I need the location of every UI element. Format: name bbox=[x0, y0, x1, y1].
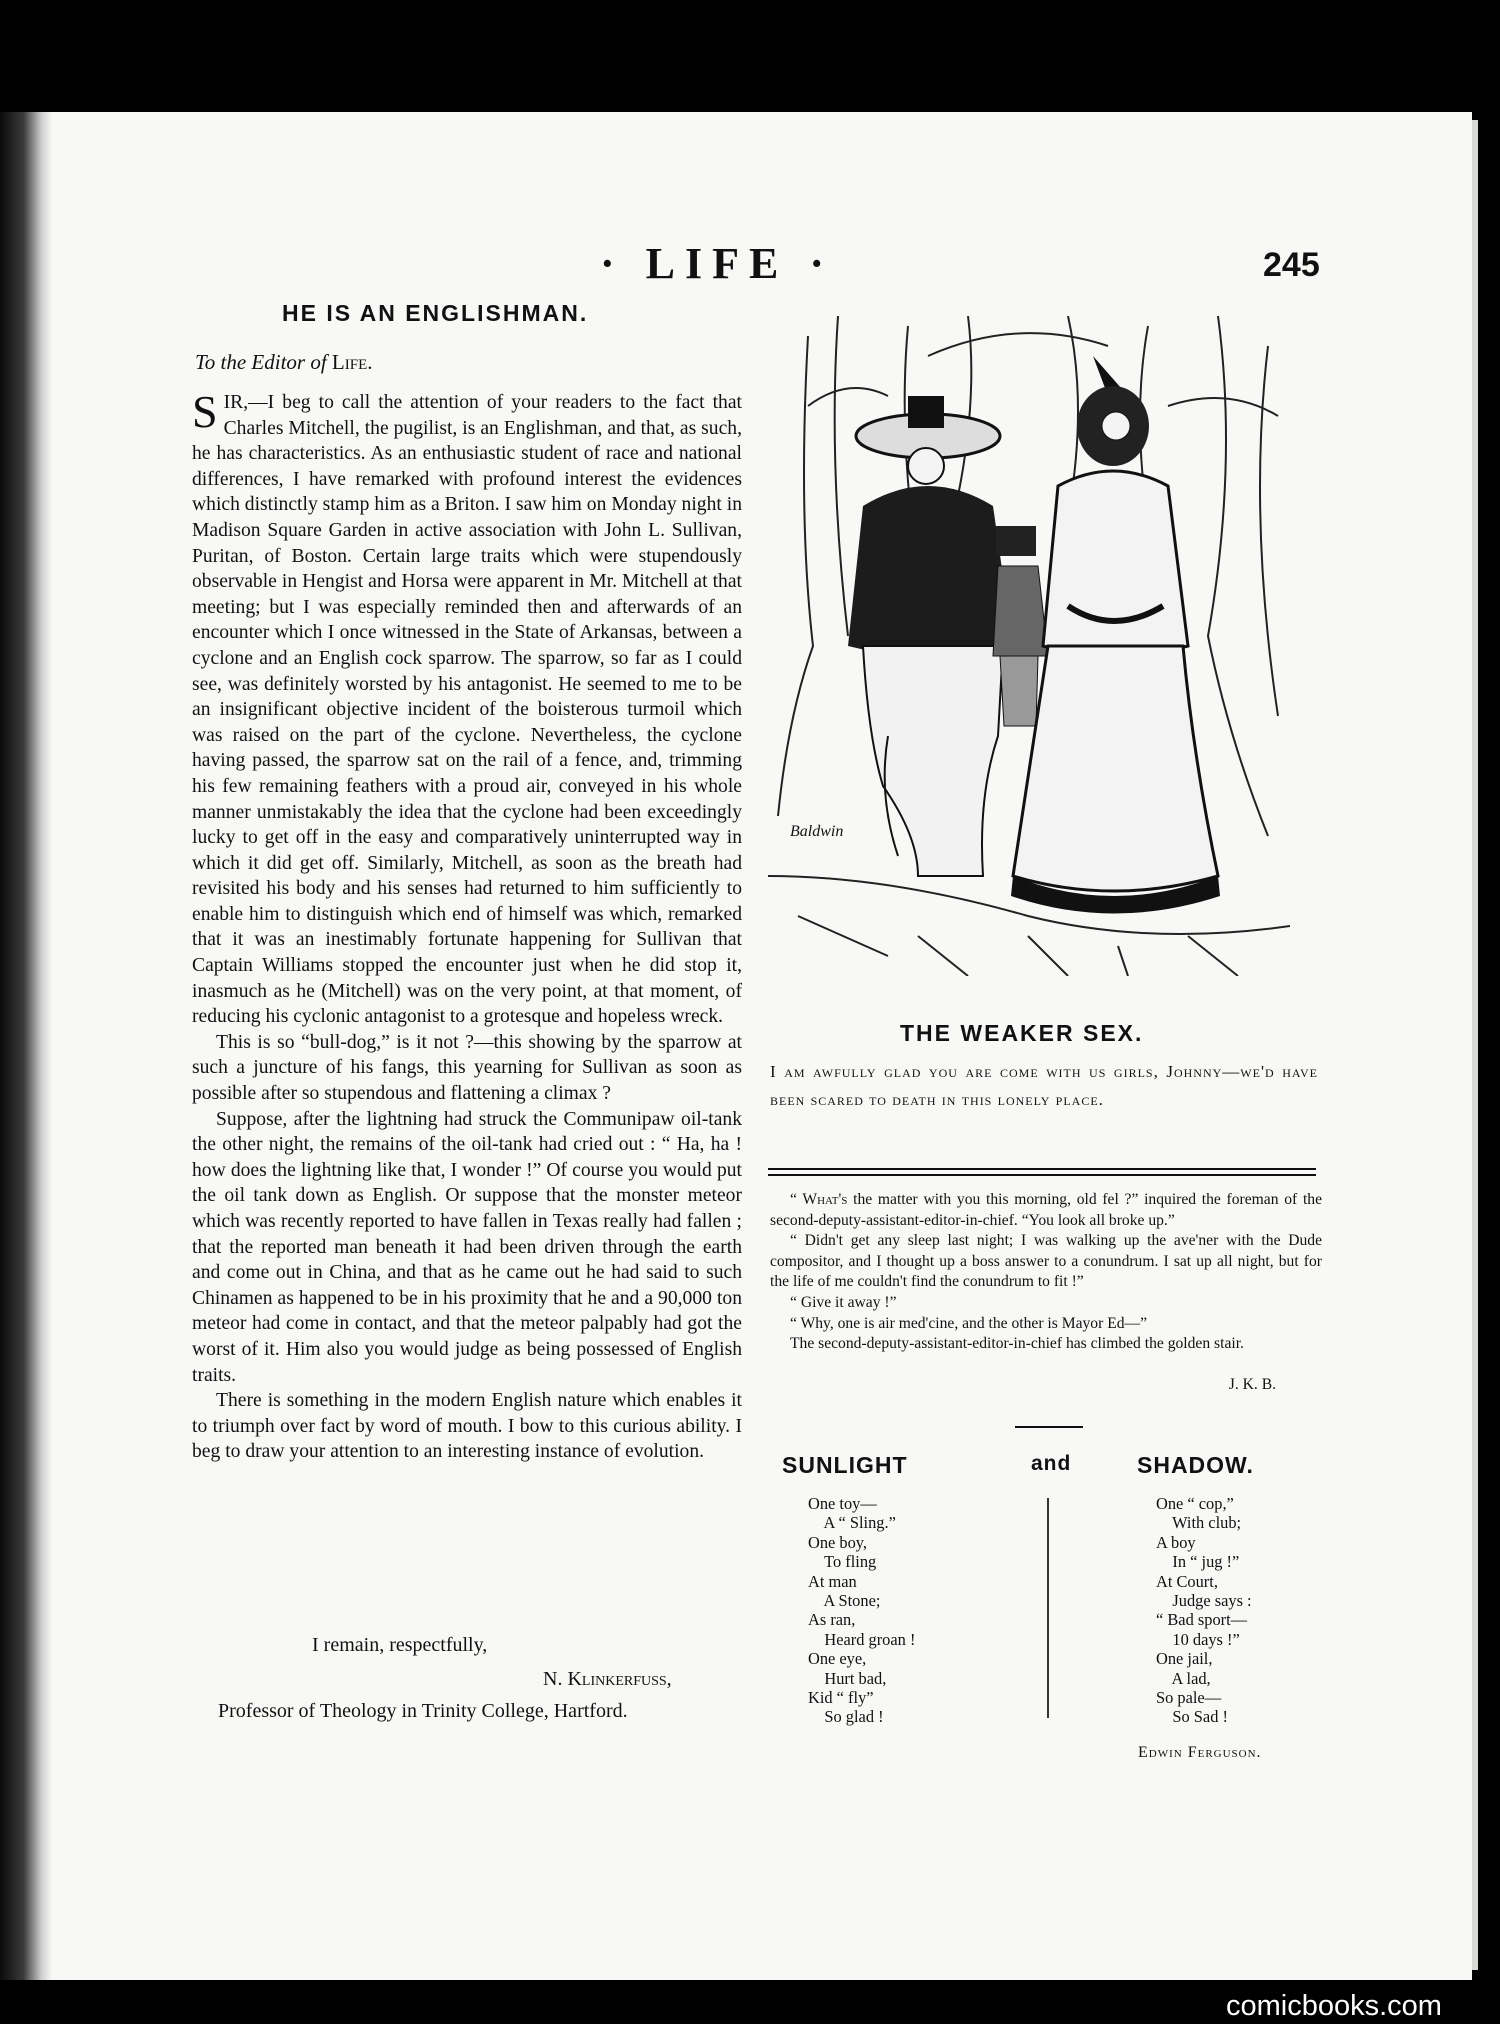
poem-left-title: SUNLIGHT bbox=[782, 1452, 908, 1478]
poem-line: One toy— bbox=[808, 1494, 877, 1513]
poem-line: Hurt bad, bbox=[808, 1668, 887, 1688]
poem-line: As ran, bbox=[808, 1610, 856, 1630]
page-binding-shadow bbox=[0, 112, 52, 1980]
poem-right-column bbox=[1156, 1494, 1252, 1727]
poem-line: A lad, bbox=[1156, 1668, 1211, 1688]
poem-line: One eye, bbox=[808, 1649, 867, 1669]
poem-line: A Stone; bbox=[808, 1591, 881, 1611]
poem-line: With club; bbox=[1156, 1513, 1242, 1533]
letter-paragraph: There is something in the modern English nature which enables it to triumph over fact by word of mouth. I bow to this curious ability. I beg to draw your attention to an interesting instance of evolution. bbox=[192, 1390, 742, 1463]
poem-line: Judge says : bbox=[1156, 1591, 1252, 1611]
poem-author: Edwin Ferguson. bbox=[1138, 1744, 1262, 1761]
anecdote-line: “ Didn't get any sleep last night; I was walking up the ave'ner with the Dude compositor, and I thought up a boss answer to a conundrum. I sat up all night, but for the life of me couldn't find the conundrum to fit !” bbox=[770, 1232, 1322, 1291]
letter-signature: N. Klinkerfuss, bbox=[543, 1668, 672, 1690]
anecdote-initials: J. K. B. bbox=[1228, 1376, 1276, 1393]
cartoon-caption: I am awfully glad you are come with us girls, Johnny—we'd have been scared to death in this lonely place. bbox=[770, 1062, 1318, 1109]
poem-line: In “ jug !” bbox=[1156, 1552, 1240, 1572]
poem-line: A boy bbox=[1156, 1532, 1196, 1552]
poem-line: One jail, bbox=[1156, 1649, 1213, 1669]
letter-salutation bbox=[195, 350, 373, 375]
letter-body bbox=[192, 386, 742, 1465]
anecdote-line: “ Why, one is air med'cine, and the other is Mayor Ed—” bbox=[790, 1314, 1148, 1332]
letter-signature-title: Professor of Theology in Trinity College, Hartford. bbox=[218, 1700, 628, 1722]
letter-paragraph: Suppose, after the lightning had struck the Communipaw oil-tank the other night, the remains of the oil-tank had cried out : “ Ha, ha ! how does the lightning like that, I wonder !” Of course you would put the oil tank down as English. Or suppose that the monster meteor which was recently reported to have fallen in Texas really had fallen ; that the reported man beneath it had been driven through the earth and come out in China, and that as he came out he had said to such Chinamen as happened to be in his proximity that he and a 90,000 ton meteor had come in contact, and that the meteor palpably had got the worst of it. Him also you would judge as being possessed of English traits. bbox=[192, 1108, 742, 1386]
anecdote-line: “ Give it away !” bbox=[790, 1293, 897, 1311]
poem-line: So Sad ! bbox=[1156, 1707, 1228, 1727]
poem-left-column bbox=[808, 1494, 915, 1727]
salutation-italic: To the Editor of bbox=[195, 350, 332, 374]
double-rule-divider bbox=[768, 1168, 1316, 1176]
letter-paragraph: This is so “bull-dog,” is it not ?—this showing by the sparrow at such a juncture of his fangs, this yearning for Sullivan as soon as possible after so stupendous and flattening a climax ? bbox=[192, 1031, 742, 1105]
poem-line: 10 days !” bbox=[1156, 1629, 1240, 1649]
short-rule-divider bbox=[1015, 1426, 1083, 1428]
artist-signature: Baldwin bbox=[790, 823, 844, 840]
magazine-masthead: · LIFE · bbox=[600, 239, 835, 288]
site-watermark: comicbooks.com bbox=[1226, 1990, 1442, 2022]
page-number: 245 bbox=[1263, 246, 1320, 284]
poem-line: At Court, bbox=[1156, 1571, 1218, 1591]
poem-line: So glad ! bbox=[808, 1707, 884, 1727]
page-edge bbox=[1472, 120, 1478, 1970]
left-girl-figure bbox=[848, 396, 1013, 876]
poem-line: Kid “ fly” bbox=[808, 1688, 874, 1708]
poem-line: So pale— bbox=[1156, 1688, 1222, 1708]
anecdote-text bbox=[770, 1190, 1322, 1393]
poem-line: One “ cop,” bbox=[1156, 1494, 1234, 1513]
poem-line: Heard groan ! bbox=[808, 1629, 916, 1649]
salutation-magazine: Life. bbox=[331, 350, 373, 374]
letter-closing: I remain, respectfully, bbox=[312, 1634, 488, 1656]
poem-line: To fling bbox=[808, 1552, 877, 1572]
letter-title: HE IS AN ENGLISHMAN. bbox=[282, 300, 589, 326]
poem-line: “ Bad sport— bbox=[1156, 1610, 1248, 1630]
anecdote-line: “ What's the matter with you this morning, old fel ?” inquired the foreman of the second-deputy-assistant-editor-in-chief. “You look all broke up.” bbox=[770, 1191, 1322, 1229]
drop-cap: S bbox=[192, 386, 218, 437]
letter-paragraph bbox=[192, 386, 742, 1030]
anecdote-line: The second-deputy-assistant-editor-in-chief has climbed the golden stair. bbox=[790, 1335, 1244, 1353]
poem-conjunction: and bbox=[1031, 1452, 1072, 1475]
cartoon-title: THE WEAKER SEX. bbox=[900, 1020, 1144, 1046]
poem-line: A “ Sling.” bbox=[808, 1513, 896, 1533]
poem-right-title: SHADOW. bbox=[1137, 1452, 1254, 1478]
poem-line: One boy, bbox=[808, 1532, 868, 1552]
poem-line: At man bbox=[808, 1571, 857, 1591]
poem-column-divider bbox=[1047, 1498, 1049, 1718]
cartoon-illustration bbox=[768, 316, 1290, 976]
letter-paragraph-text: IR,—I beg to call the attention of your readers to the fact that Charles Mitchell, the pugilist, is an Englishman, and that, as such, he has characteristics. As an enthusiastic student of race and national differences, I have remarked with profound interest the evidences which distinctly stamp him as a Briton. I saw him on Monday night in Madison Square Garden in active association with John L. Sullivan, Puritan, of Boston. Certain large traits which were stupendously observable in Hengist and Horsa were apparent in Mr. Mitchell at that meeting; but I was especially reminded then and afterwards of an encounter which I once witnessed in the State of Arkansas, between a cyclone and an English cock sparrow. The sparrow, so far as I could see, was definitely worsted by his antagonist. He seemed to me to be an insignificant objective incident of the boisterous turmoil which was raised on the part of the cyclone. Nevertheless, the cyclone having passed, the sparrow sat on the rail of a fence, and, trimming his few remaining feathers with a proud air, conveyed in his whole manner unmistakably the idea that the cyclone had been exceedingly lucky to get off in the easy and comparatively uninterrupted way in which it did get off. Similarly, Mitchell, as soon as the breath had revisited his body and his senses had returned to him sufficiently to enable him to distinguish which end of himself was which, remarked that it was an inestimably fortunate happening for Sullivan that Captain Williams stopped the encounter just when he did stop it, inasmuch as he (Mitchell) was on the very point, at that moment, of reducing his cyclonic antagonist to a grotesque and hopeless wreck. bbox=[192, 392, 742, 1028]
